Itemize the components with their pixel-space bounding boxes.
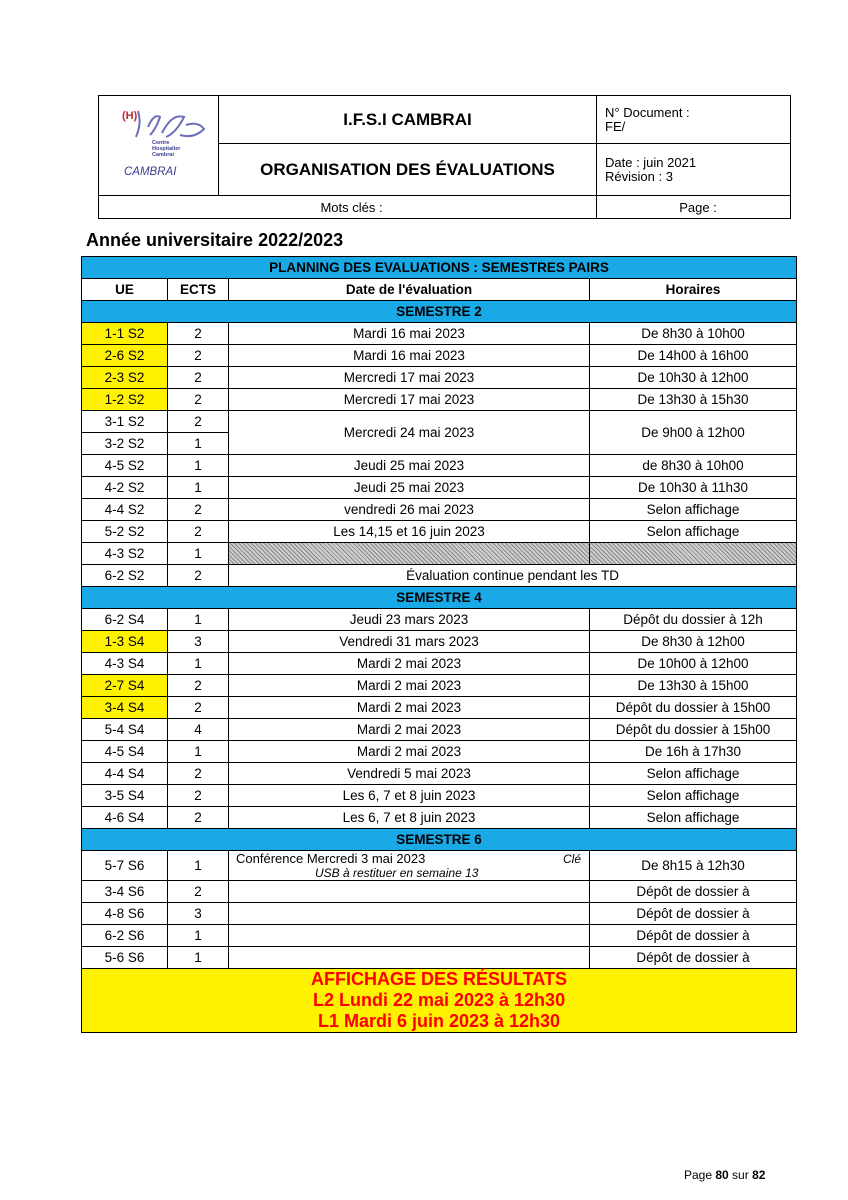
horaire-cell: Dépôt de dossier à [590, 947, 797, 969]
table-row [82, 785, 797, 807]
ects-cell: 2 [168, 675, 229, 697]
date-cell: Les 14,15 et 16 juin 2023 [229, 521, 590, 543]
ue-cell: 6-2 S6 [82, 925, 168, 947]
horaire-cell: De 13h30 à 15h00 [590, 675, 797, 697]
horaire-cell: Selon affichage [590, 763, 797, 785]
ects-cell: 2 [168, 499, 229, 521]
table-row [82, 925, 797, 947]
table-title: PLANNING DES EVALUATIONS : SEMESTRES PAIRS [82, 257, 797, 279]
horaire-cell: Dépôt du dossier à 15h00 [590, 697, 797, 719]
ects-cell: 3 [168, 903, 229, 925]
col-header-date: Date de l'évaluation [229, 279, 590, 301]
conference-date-text: Conférence Mercredi 3 mai 2023 [236, 851, 426, 866]
page-mid: sur [728, 1168, 753, 1182]
table-row [82, 565, 797, 587]
date-cell: Mardi 16 mai 2023 [229, 345, 590, 367]
table-row [82, 543, 797, 565]
page-current: 80 [715, 1168, 729, 1182]
date-cell [229, 947, 590, 969]
semester-4-header: SEMESTRE 4 [82, 587, 797, 609]
horaire-cell: Selon affichage [590, 785, 797, 807]
table-row [82, 345, 797, 367]
results-announcement [82, 969, 797, 1033]
results-l2-date: L2 Lundi 22 mai 2023 à 12h30 [312, 990, 566, 1010]
table-row [82, 675, 797, 697]
date-cell: Les 6, 7 et 8 juin 2023 [229, 807, 590, 829]
ects-cell: 2 [168, 785, 229, 807]
ects-cell: 1 [168, 851, 229, 881]
date-cell [229, 851, 590, 881]
horaire-cell: De 13h30 à 15h30 [590, 389, 797, 411]
ects-cell: 1 [168, 543, 229, 565]
ects-cell: 1 [168, 433, 229, 455]
table-row [82, 903, 797, 925]
doc-number-value: FE/ [605, 118, 626, 134]
table-row [82, 455, 797, 477]
ects-cell: 2 [168, 807, 229, 829]
ue-cell: 3-4 S6 [82, 881, 168, 903]
page-prefix: Page [684, 1168, 716, 1182]
horaire-cell: Dépôt de dossier à [590, 881, 797, 903]
horaire-cell: De 16h à 17h30 [590, 741, 797, 763]
table-row [82, 609, 797, 631]
ue-cell: 2-6 S2 [82, 345, 168, 367]
ue-cell: 4-4 S4 [82, 763, 168, 785]
results-title: AFFICHAGE DES RÉSULTATS [311, 969, 568, 989]
date-cell: Jeudi 25 mai 2023 [229, 455, 590, 477]
ects-cell: 2 [168, 389, 229, 411]
svg-text:Cambrai: Cambrai [152, 152, 175, 158]
page-label: Page : [679, 199, 717, 215]
ue-cell: 3-4 S4 [82, 697, 168, 719]
ects-cell: 1 [168, 741, 229, 763]
horaire-cell: De 10h30 à 11h30 [590, 477, 797, 499]
ue-cell: 4-4 S2 [82, 499, 168, 521]
ue-cell: 1-1 S2 [82, 323, 168, 345]
ects-cell: 2 [168, 881, 229, 903]
ue-cell: 2-3 S2 [82, 367, 168, 389]
ue-cell: 3-5 S4 [82, 785, 168, 807]
page-total: 82 [752, 1168, 766, 1182]
horaire-cell: De 8h15 à 12h30 [590, 851, 797, 881]
hospital-logo [100, 97, 218, 195]
svg-text:(H): (H) [122, 110, 138, 122]
date-cell: Mardi 16 mai 2023 [229, 323, 590, 345]
ue-cell: 4-5 S2 [82, 455, 168, 477]
date-cell: Mercredi 17 mai 2023 [229, 367, 590, 389]
table-row [82, 521, 797, 543]
page-number [684, 1168, 765, 1182]
ue-cell: 5-2 S2 [82, 521, 168, 543]
semester-2-header: SEMESTRE 2 [82, 301, 797, 323]
hatched-cell [590, 543, 797, 565]
document-subject: ORGANISATION DES ÉVALUATIONS [260, 159, 555, 179]
ects-cell: 2 [168, 521, 229, 543]
ects-cell: 2 [168, 763, 229, 785]
ue-cell: 4-8 S6 [82, 903, 168, 925]
ects-cell: 2 [168, 411, 229, 433]
date-cell: Mardi 2 mai 2023 [229, 675, 590, 697]
ue-cell: 6-2 S2 [82, 565, 168, 587]
hatched-cell [229, 543, 590, 565]
ects-cell: 1 [168, 653, 229, 675]
table-row [82, 881, 797, 903]
table-row [82, 947, 797, 969]
date-revision-cell [597, 144, 791, 195]
ue-cell: 5-7 S6 [82, 851, 168, 881]
table-row [82, 697, 797, 719]
table-row [82, 323, 797, 345]
col-header-ects: ECTS [168, 279, 229, 301]
date-cell: Mardi 2 mai 2023 [229, 697, 590, 719]
semester-6-header: SEMESTRE 6 [82, 829, 797, 851]
horaire-cell: De 10h00 à 12h00 [590, 653, 797, 675]
table-row [82, 477, 797, 499]
table-row [82, 653, 797, 675]
doc-date: Date : juin 2021 [605, 154, 697, 170]
academic-year-title: Année universitaire 2022/2023 [86, 230, 344, 250]
table-row [82, 631, 797, 653]
date-cell: Mardi 2 mai 2023 [229, 653, 590, 675]
date-cell [229, 925, 590, 947]
ects-cell: 2 [168, 345, 229, 367]
ue-cell: 4-5 S4 [82, 741, 168, 763]
date-cell: Vendredi 31 mars 2023 [229, 631, 590, 653]
table-row [82, 367, 797, 389]
horaire-cell: Dépôt de dossier à [590, 925, 797, 947]
date-cell: Mardi 2 mai 2023 [229, 741, 590, 763]
date-cell: Mercredi 24 mai 2023 [229, 411, 590, 455]
date-cell [229, 881, 590, 903]
ects-cell: 2 [168, 697, 229, 719]
conference-usb-note: USB à restituer en semaine 13 [315, 866, 479, 880]
ue-cell: 6-2 S4 [82, 609, 168, 631]
horaire-cell: Dépôt du dossier à 12h [590, 609, 797, 631]
table-row [82, 851, 797, 881]
ects-cell: 2 [168, 367, 229, 389]
col-header-ue: UE [82, 279, 168, 301]
ects-cell: 2 [168, 323, 229, 345]
horaire-cell: De 14h00 à 16h00 [590, 345, 797, 367]
ects-cell: 1 [168, 925, 229, 947]
table-row [82, 807, 797, 829]
table-row [82, 763, 797, 785]
table-row [82, 499, 797, 521]
date-cell: vendredi 26 mai 2023 [229, 499, 590, 521]
document-header [98, 95, 791, 219]
doc-revision: Révision : 3 [605, 168, 673, 184]
date-cell: Jeudi 23 mars 2023 [229, 609, 590, 631]
ue-cell: 4-3 S2 [82, 543, 168, 565]
date-cell: Mercredi 17 mai 2023 [229, 389, 590, 411]
doc-number-cell [597, 96, 791, 143]
institution-name: I.F.S.I CAMBRAI [343, 109, 472, 129]
ue-cell: 3-1 S2 [82, 411, 168, 433]
ue-cell: 4-6 S4 [82, 807, 168, 829]
ects-cell: 2 [168, 565, 229, 587]
date-cell [229, 903, 590, 925]
ue-cell: 3-2 S2 [82, 433, 168, 455]
col-header-horaires: Horaires [590, 279, 797, 301]
ects-cell: 1 [168, 947, 229, 969]
horaire-cell: Selon affichage [590, 807, 797, 829]
svg-text:Centre: Centre [152, 140, 170, 146]
ects-cell: 4 [168, 719, 229, 741]
ue-cell: 5-6 S6 [82, 947, 168, 969]
keywords-label: Mots clés : [320, 199, 383, 215]
horaire-cell: de 8h30 à 10h00 [590, 455, 797, 477]
date-cell: Mardi 2 mai 2023 [229, 719, 590, 741]
ects-cell: 1 [168, 477, 229, 499]
evaluation-schedule-table [81, 256, 797, 1033]
table-row [82, 719, 797, 741]
ue-cell: 5-4 S4 [82, 719, 168, 741]
horaire-cell: De 8h30 à 12h00 [590, 631, 797, 653]
ue-cell: 2-7 S4 [82, 675, 168, 697]
date-cell: Vendredi 5 mai 2023 [229, 763, 590, 785]
date-cell: Les 6, 7 et 8 juin 2023 [229, 785, 590, 807]
doc-number-label: N° Document : [605, 104, 690, 120]
ue-cell: 4-3 S4 [82, 653, 168, 675]
horaire-cell: Selon affichage [590, 521, 797, 543]
table-row [82, 411, 797, 433]
ects-cell: 3 [168, 631, 229, 653]
results-l1-date: L1 Mardi 6 juin 2023 à 12h30 [317, 1011, 561, 1031]
ue-cell: 1-2 S2 [82, 389, 168, 411]
conference-cle-text: Clé [562, 852, 581, 866]
horaire-cell: De 10h30 à 12h00 [590, 367, 797, 389]
horaire-cell: Dépôt de dossier à [590, 903, 797, 925]
horaire-cell: De 8h30 à 10h00 [590, 323, 797, 345]
ue-cell: 1-3 S4 [82, 631, 168, 653]
table-row [82, 389, 797, 411]
svg-text:Hospitalier: Hospitalier [152, 146, 181, 152]
svg-text:CAMBRAI: CAMBRAI [124, 166, 177, 178]
horaire-cell: Selon affichage [590, 499, 797, 521]
horaire-cell: Dépôt du dossier à 15h00 [590, 719, 797, 741]
date-cell: Jeudi 25 mai 2023 [229, 477, 590, 499]
table-row [82, 741, 797, 763]
ects-cell: 1 [168, 455, 229, 477]
date-cell: Évaluation continue pendant les TD [229, 565, 797, 587]
horaire-cell: De 9h00 à 12h00 [590, 411, 797, 455]
ects-cell: 1 [168, 609, 229, 631]
ue-cell: 4-2 S2 [82, 477, 168, 499]
